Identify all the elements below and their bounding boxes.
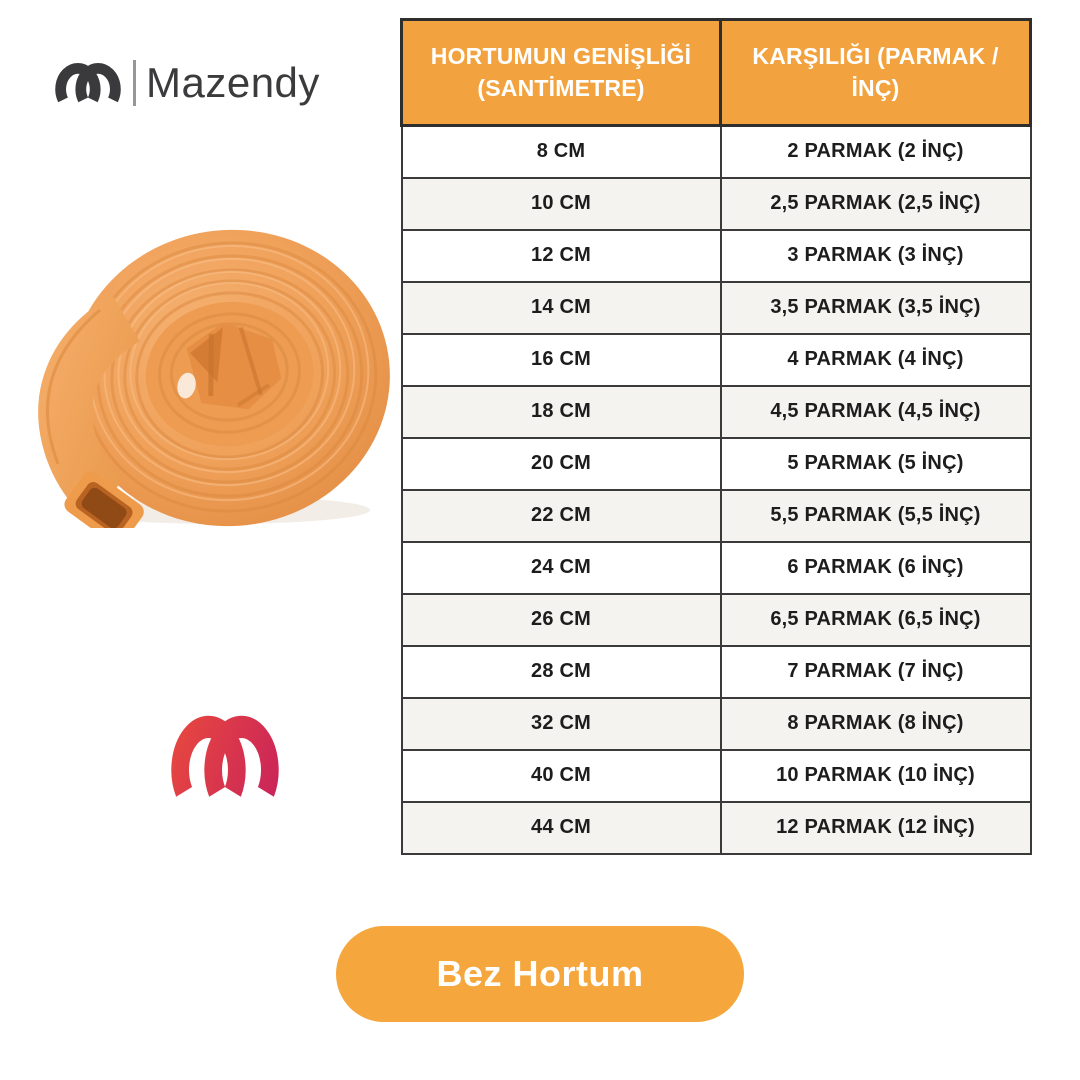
product-image-hose-coil bbox=[30, 148, 390, 528]
table-cell: 2,5 PARMAK (2,5 İNÇ) bbox=[721, 178, 1031, 230]
table-cell: 12 PARMAK (12 İNÇ) bbox=[721, 802, 1031, 854]
table-row bbox=[402, 542, 1031, 594]
table-row bbox=[402, 802, 1031, 854]
table-cell: 24 CM bbox=[402, 542, 721, 594]
table-cell: 6 PARMAK (6 İNÇ) bbox=[721, 542, 1031, 594]
table-cell: 26 CM bbox=[402, 594, 721, 646]
conversion-table-body bbox=[402, 126, 1031, 854]
table-row bbox=[402, 490, 1031, 542]
table-cell: 16 CM bbox=[402, 334, 721, 386]
brand-separator bbox=[133, 60, 136, 106]
table-cell: 18 CM bbox=[402, 386, 721, 438]
table-cell: 8 CM bbox=[402, 126, 721, 178]
bez-hortum-button[interactable]: Bez Hortum bbox=[336, 926, 744, 1022]
table-cell: 4,5 PARMAK (4,5 İNÇ) bbox=[721, 386, 1031, 438]
table-cell: 32 CM bbox=[402, 698, 721, 750]
table-row bbox=[402, 282, 1031, 334]
table-header-row bbox=[402, 20, 1031, 126]
table-cell: 7 PARMAK (7 İNÇ) bbox=[721, 646, 1031, 698]
table-cell: 5,5 PARMAK (5,5 İNÇ) bbox=[721, 490, 1031, 542]
mazendy-m-icon bbox=[52, 56, 124, 110]
table-row bbox=[402, 594, 1031, 646]
table-cell: 10 PARMAK (10 İNÇ) bbox=[721, 750, 1031, 802]
table-cell: 44 CM bbox=[402, 802, 721, 854]
table-row bbox=[402, 126, 1031, 178]
table-row bbox=[402, 750, 1031, 802]
table-cell: 3,5 PARMAK (3,5 İNÇ) bbox=[721, 282, 1031, 334]
table-row bbox=[402, 698, 1031, 750]
table-cell: 4 PARMAK (4 İNÇ) bbox=[721, 334, 1031, 386]
table-cell: 12 CM bbox=[402, 230, 721, 282]
table-cell: 2 PARMAK (2 İNÇ) bbox=[721, 126, 1031, 178]
table-row bbox=[402, 334, 1031, 386]
column-header-width-cm: HORTUMUN GENİŞLİĞİ (SANTİMETRE) bbox=[402, 20, 721, 126]
brand-logo bbox=[52, 56, 320, 110]
table-cell: 40 CM bbox=[402, 750, 721, 802]
conversion-table bbox=[400, 18, 1032, 855]
column-header-equivalent-inch: KARŞILIĞI (PARMAK / İNÇ) bbox=[721, 20, 1031, 126]
table-cell: 28 CM bbox=[402, 646, 721, 698]
mazendy-m-icon-red bbox=[166, 708, 284, 806]
table-cell: 14 CM bbox=[402, 282, 721, 334]
table-cell: 6,5 PARMAK (6,5 İNÇ) bbox=[721, 594, 1031, 646]
table-cell: 20 CM bbox=[402, 438, 721, 490]
table-row bbox=[402, 230, 1031, 282]
table-cell: 8 PARMAK (8 İNÇ) bbox=[721, 698, 1031, 750]
table-row bbox=[402, 178, 1031, 230]
table-cell: 22 CM bbox=[402, 490, 721, 542]
table-row bbox=[402, 646, 1031, 698]
table-row bbox=[402, 386, 1031, 438]
brand-name: Mazendy bbox=[146, 59, 320, 106]
table-cell: 10 CM bbox=[402, 178, 721, 230]
table-cell: 3 PARMAK (3 İNÇ) bbox=[721, 230, 1031, 282]
table-row bbox=[402, 438, 1031, 490]
table-cell: 5 PARMAK (5 İNÇ) bbox=[721, 438, 1031, 490]
